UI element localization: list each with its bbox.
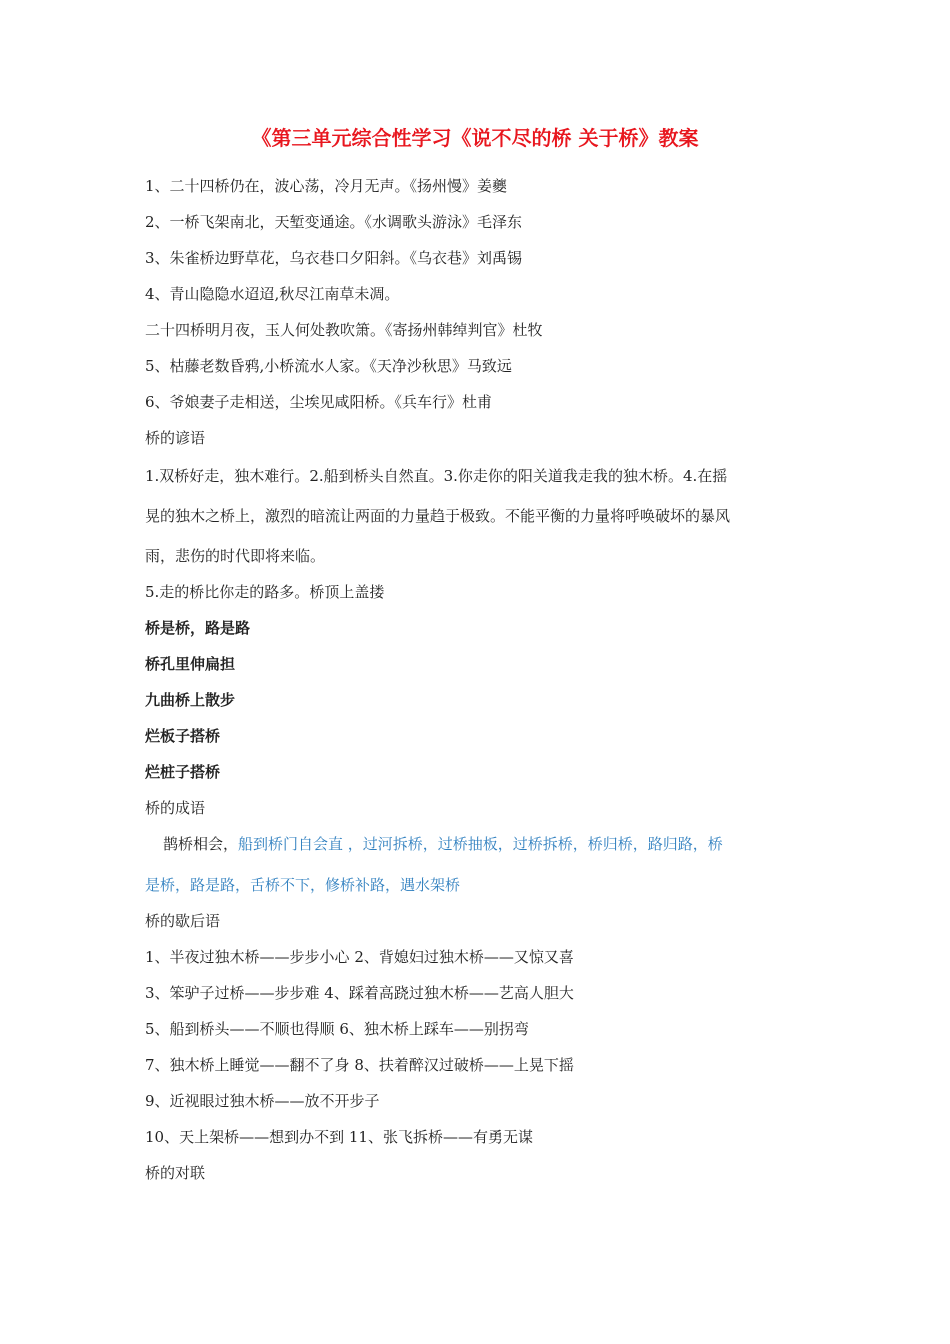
proverbs-heading: 桥的谚语 xyxy=(145,429,206,447)
proverb-item: 烂桩子搭桥 xyxy=(145,763,221,781)
xiehouyu-line: 10、天上架桥——想到办不到 11、张飞拆桥——有勇无谋 xyxy=(145,1128,533,1146)
idioms-lead: 鹊桥相会， xyxy=(163,835,239,853)
xiehouyu-line: 7、独木桥上睡觉——翻不了身 8、扶着醉汉过破桥——上晃下摇 xyxy=(145,1056,574,1074)
proverbs-paragraph-line: 雨，悲伤的时代即将来临。 xyxy=(145,547,326,565)
idioms-line xyxy=(163,834,723,854)
xiehouyu-line: 3、笨驴子过桥——步步难 4、踩着高跷过独木桥——艺高人胆大 xyxy=(145,984,574,1002)
xiehouyu-line: 1、半夜过独木桥——步步小心 2、背媳妇过独木桥——又惊又喜 xyxy=(145,948,574,966)
proverbs-paragraph-line: 1.双桥好走，独木难行。2.船到桥头自然直。3.你走你的阳关道我走我的独木桥。4.在摇 xyxy=(145,467,728,485)
proverbs-paragraph-line: 晃的独木之桥上，激烈的暗流让两面的力量趋于极致。不能平衡的力量将呼唤破坏的暴风 xyxy=(145,507,731,525)
poem-line: 二十四桥明月夜，玉人何处教吹箫。《寄扬州韩绰判官》杜牧 xyxy=(145,321,543,339)
proverb-item: 桥是桥，路是路 xyxy=(145,619,251,637)
couplets-heading: 桥的对联 xyxy=(145,1164,206,1182)
poem-line: 4、青山隐隐水迢迢,秋尽江南草未凋。 xyxy=(145,285,400,303)
proverb-item: 九曲桥上散步 xyxy=(145,691,236,709)
idioms-heading: 桥的成语 xyxy=(145,799,206,817)
xiehouyu-heading: 桥的歇后语 xyxy=(145,912,221,930)
proverbs-paragraph-line: 5.走的桥比你走的路多。桥顶上盖搂 xyxy=(145,583,385,601)
proverb-item: 烂板子搭桥 xyxy=(145,727,221,745)
poem-line: 3、朱雀桥边野草花，乌衣巷口夕阳斜。《乌衣巷》刘禹锡 xyxy=(145,249,523,267)
poem-line: 6、爷娘妻子走相送，尘埃见咸阳桥。《兵车行》杜甫 xyxy=(145,393,493,411)
proverb-item: 桥孔里伸扁担 xyxy=(145,655,236,673)
xiehouyu-line: 5、船到桥头——不顺也得顺 6、独木桥上踩车——别拐弯 xyxy=(145,1020,529,1038)
poem-line: 5、枯藤老数昏鸦,小桥流水人家。《天净沙秋思》马致远 xyxy=(145,357,512,375)
document-title: 《第三单元综合性学习《说不尽的桥 关于桥》教案 xyxy=(251,126,699,150)
idioms-list-line-2: 是桥，路是路，舌桥不下，修桥补路，遇水架桥 xyxy=(145,876,461,894)
xiehouyu-line: 9、近视眼过独木桥——放不开步子 xyxy=(145,1092,380,1110)
idioms-list-line-1: 船到桥门自会直 ，过河拆桥，过桥抽板，过桥拆桥，桥归桥，路归路，桥 xyxy=(238,835,723,853)
poem-line: 2、一桥飞架南北，天堑变通途。《水调歌头游泳》毛泽东 xyxy=(145,213,523,231)
poem-line: 1、二十四桥仍在，波心荡，冷月无声。《扬州慢》姜夔 xyxy=(145,177,508,195)
